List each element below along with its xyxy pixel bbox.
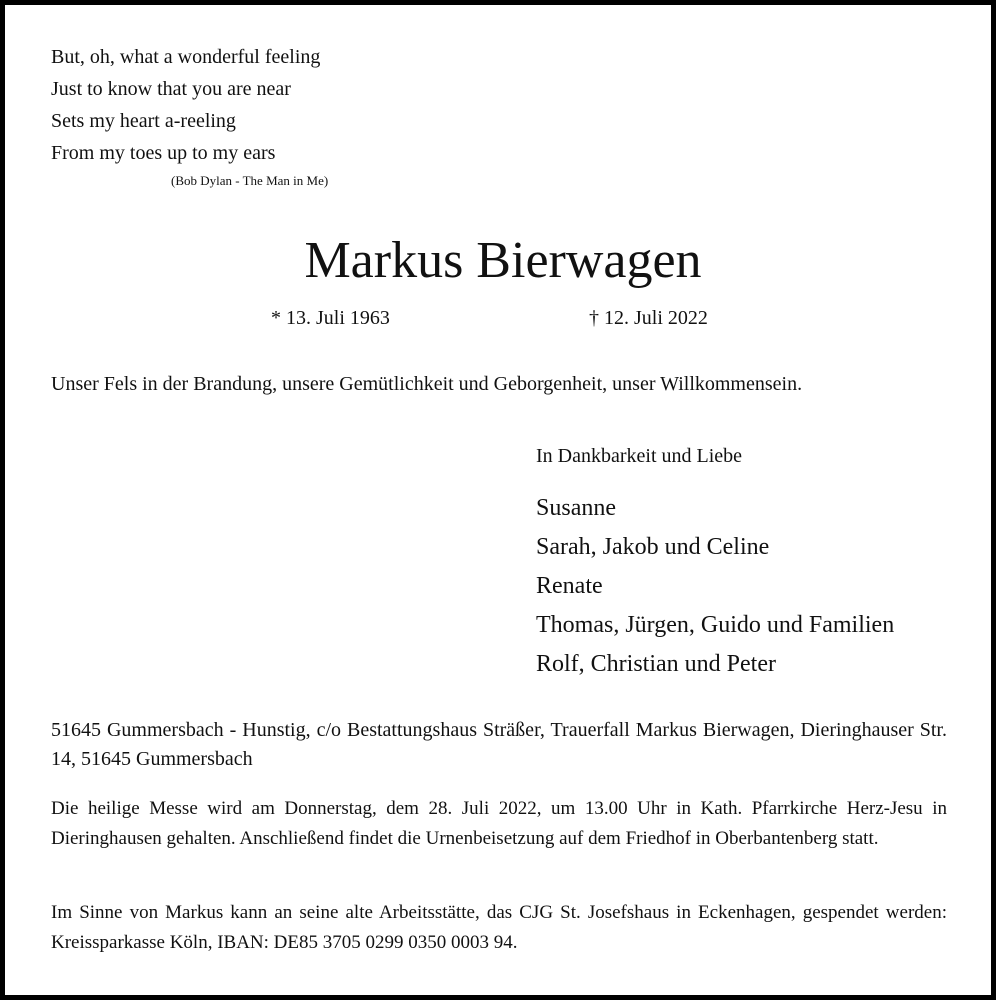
condolence-address: 51645 Gummersbach - Hunstig, c/o Bestattungshaus Sträßer, Trauerfall Markus Bierwagen, Dieringhauser Str. 14, 51645 Gummersbach <box>51 719 947 770</box>
death-date: † 12. Juli 2022 <box>589 307 708 329</box>
birth-date: * 13. Juli 1963 <box>271 307 390 329</box>
mourner-name: Thomas, Jürgen, Guido und Familien <box>536 612 895 638</box>
poem-line: But, oh, what a wonderful feeling <box>51 46 321 68</box>
deceased-name: Markus Bierwagen <box>304 232 702 289</box>
mourner-name: Susanne <box>536 495 616 521</box>
donation-notice: Im Sinne von Markus kann an seine alte Arbeitsstätte, das CJG St. Josefshaus in Eckenhagen, gespendet werden: Kreissparkasse Köln, IBAN: DE85 3705 0299 0350 0003 94. <box>51 902 947 953</box>
mourner-name: Sarah, Jakob und Celine <box>536 534 770 560</box>
poem-source: (Bob Dylan - The Man in Me) <box>171 173 329 188</box>
mourners-intro: In Dankbarkeit und Liebe <box>536 445 743 467</box>
tagline: Unser Fels in der Brandung, unsere Gemütlichkeit und Geborgenheit, unser Willkommensein. <box>51 373 803 395</box>
mourner-name: Rolf, Christian und Peter <box>536 651 776 677</box>
poem-line: Sets my heart a-reeling <box>51 110 236 132</box>
mass-notice: Die heilige Messe wird am Donnerstag, dem 28. Juli 2022, um 13.00 Uhr in Kath. Pfarrkirche Herz-Jesu in Dieringhausen gehalten. Anschließend findet die Urnenbeisetzung auf dem Friedhof in Oberbantenberg statt. <box>51 798 947 849</box>
poem-line: Just to know that you are near <box>51 78 291 100</box>
mourner-name: Renate <box>536 573 603 599</box>
poem-line: From my toes up to my ears <box>51 142 276 164</box>
